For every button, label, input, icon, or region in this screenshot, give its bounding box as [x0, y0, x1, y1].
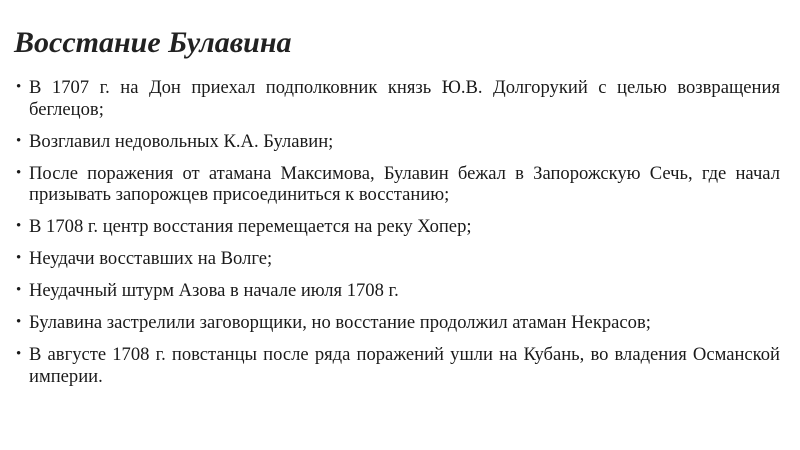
bullet-dot-icon: • [16, 218, 22, 234]
bullet-list [18, 77, 780, 398]
bullet-item [18, 216, 780, 238]
bullet-dot-icon: • [16, 132, 22, 149]
bullet-text: В 1707 г. на Дон приехал подполковник князь Ю.В. Долгорукий с целью возвращения беглецов; [29, 77, 780, 120]
bullet-dot-icon: • [16, 164, 22, 181]
bullet-item [18, 163, 780, 206]
bullet-item [18, 280, 780, 302]
bullet-text: Булавина застрелили заговорщики, но восстание продолжил атаман Некрасов; [29, 312, 651, 333]
bullet-text: Неудачный штурм Азова в начале июля 1708 г. [29, 280, 399, 301]
bullet-text: В 1708 г. центр восстания перемещается на реку Хопер; [29, 216, 472, 237]
bullet-item [18, 312, 780, 334]
slide-title: Восстание Булавина [14, 26, 292, 59]
bullet-text: Неудачи восставших на Волге; [29, 248, 273, 269]
bullet-dot-icon: • [16, 250, 22, 266]
bullet-dot-icon: • [16, 282, 22, 298]
bullet-text: В августе 1708 г. повстанцы после ряда поражений ушли на Кубань, во владения Османской империи. [29, 344, 780, 387]
bullet-text: После поражения от атамана Максимова, Булавин бежал в Запорожскую Сечь, где начал призывать запорожцев присоединиться к восстанию; [29, 162, 780, 205]
bullet-item [18, 344, 780, 387]
bullet-item [18, 248, 780, 270]
bullet-dot-icon: • [16, 79, 22, 95]
bullet-dot-icon: • [16, 346, 22, 362]
bullet-item [18, 77, 780, 120]
bullet-text: Возглавил недовольных К.А. Булавин; [29, 130, 334, 152]
bullet-item [18, 131, 780, 153]
bullet-dot-icon: • [16, 314, 22, 330]
